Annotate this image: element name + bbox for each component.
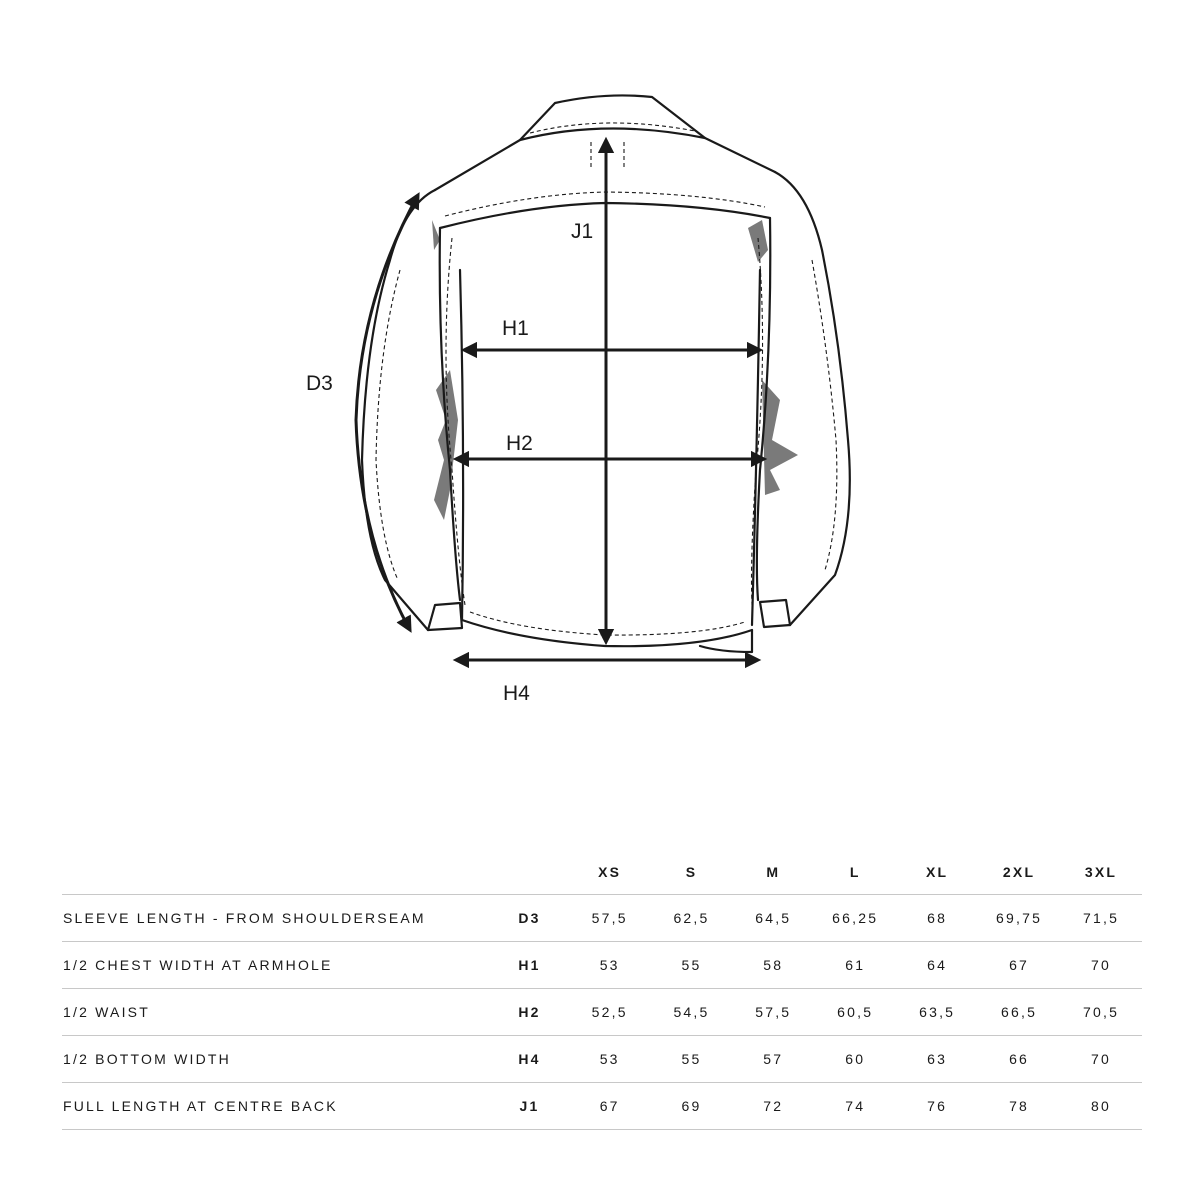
j1-label: J1 [571,220,594,243]
table-row [62,942,1142,989]
row-code: H4 [490,1036,569,1083]
size-header-3xl: 3XL [1084,864,1118,880]
size-header-row [62,850,1142,895]
table-cell: 63 [896,1036,978,1083]
size-header-l: L [849,864,861,880]
table-cell: 64,5 [732,895,814,942]
header-empty-code [490,850,569,895]
table-cell: 66,25 [814,895,896,942]
table-cell: 64 [896,942,978,989]
row-code: H1 [490,942,569,989]
table-cell: 55 [651,942,733,989]
table-cell: 55 [651,1036,733,1083]
row-label: 1/2 WAIST [62,989,490,1036]
table-cell: 67 [569,1083,651,1130]
row-label: FULL LENGTH AT CENTRE BACK [62,1083,490,1130]
table-cell: 52,5 [569,989,651,1036]
left-sleeve [362,190,435,630]
table-cell: 61 [814,942,896,989]
table-cell: 70 [1060,942,1142,989]
table-cell: 69 [651,1083,733,1130]
table-row [62,989,1142,1036]
jacket-shading [432,220,798,520]
table-cell: 68 [896,895,978,942]
table-cell: 54,5 [651,989,733,1036]
table-cell: 53 [569,1036,651,1083]
row-label: 1/2 CHEST WIDTH AT ARMHOLE [62,942,490,989]
row-label: SLEEVE LENGTH - FROM SHOULDERSEAM [62,895,490,942]
size-header-m: M [766,864,781,880]
table-cell: 57,5 [732,989,814,1036]
table-cell: 60 [814,1036,896,1083]
h1-label: H1 [502,317,529,340]
d3-arrow [356,195,418,630]
row-label: 1/2 BOTTOM WIDTH [62,1036,490,1083]
d3-label: D3 [306,372,333,395]
size-header-s: S [685,864,698,880]
table-cell: 66,5 [978,989,1060,1036]
right-cuff [760,600,790,627]
table-cell: 66 [978,1036,1060,1083]
table-row [62,895,1142,942]
table-cell: 58 [732,942,814,989]
size-header-xs: XS [598,864,622,880]
table-cell: 67 [978,942,1060,989]
size-chart-table [62,850,1142,1130]
h4-label: H4 [503,682,530,705]
table-row [62,1036,1142,1083]
table-cell: 57,5 [569,895,651,942]
left-cuff [428,603,462,630]
right-sleeve [775,172,850,625]
table-cell: 80 [1060,1083,1142,1130]
table-row [62,1083,1142,1130]
dimension-arrows [356,140,764,660]
header-empty-label [62,850,490,895]
row-code: D3 [490,895,569,942]
table-cell: 72 [732,1083,814,1130]
table-cell: 70,5 [1060,989,1142,1036]
table-cell: 78 [978,1083,1060,1130]
table-cell: 74 [814,1083,896,1130]
table-cell: 53 [569,942,651,989]
table-cell: 57 [732,1036,814,1083]
size-header-xl: XL [925,864,949,880]
table-cell: 71,5 [1060,895,1142,942]
row-code: J1 [490,1083,569,1130]
table-cell: 60,5 [814,989,896,1036]
h2-label: H2 [506,432,533,455]
table-cell: 62,5 [651,895,733,942]
table-cell: 69,75 [978,895,1060,942]
table-cell: 63,5 [896,989,978,1036]
collar-stand [520,128,705,140]
table-cell: 76 [896,1083,978,1130]
table-cell: 70 [1060,1036,1142,1083]
row-code: H2 [490,989,569,1036]
size-header-2xl: 2XL [1002,864,1036,880]
